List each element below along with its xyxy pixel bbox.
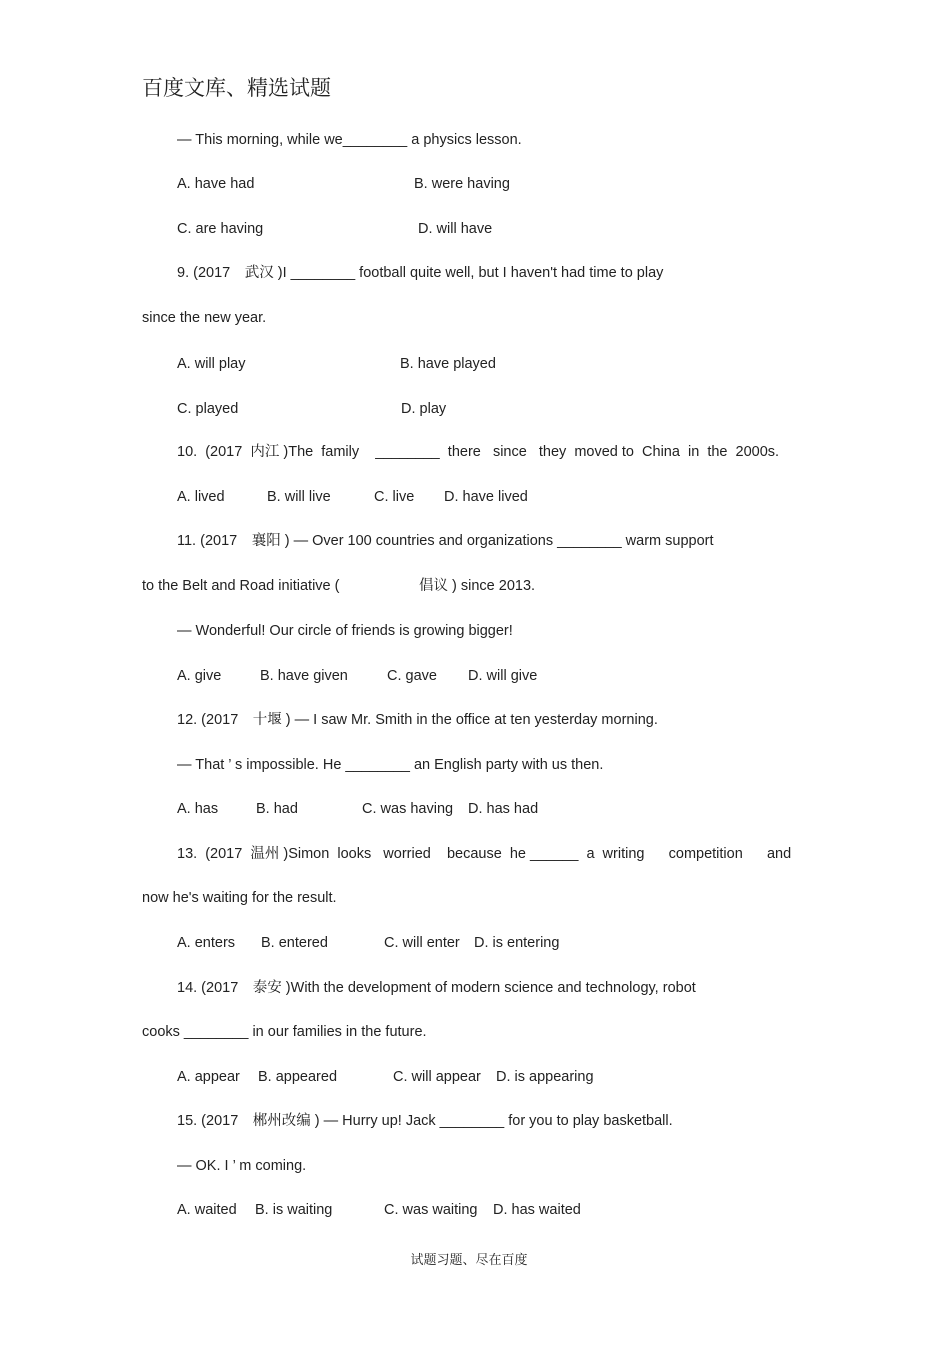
- option-c: C. was having: [362, 801, 454, 817]
- option-d: D. will give: [468, 668, 538, 684]
- option-c: C. live: [374, 489, 415, 505]
- question-14-stem: 14. (2017 泰安 )With the development of modern science and technology, robot: [177, 980, 696, 996]
- question-11-stem-cont-2: 倡议 ) since 2013.: [419, 578, 536, 594]
- option-b: B. have played: [400, 356, 496, 372]
- question-11-stem: 11. (2017 襄阳 ) — Over 100 countries and organizations ________ warm support: [177, 533, 714, 549]
- option-c: C. was waiting: [384, 1202, 478, 1218]
- question-11-stem-cont: to the Belt and Road initiative (: [142, 578, 340, 594]
- question-15-reply: — OK. I ’ m coming.: [177, 1158, 307, 1174]
- option-a: A. lived: [177, 489, 225, 505]
- option-a: A. appear: [177, 1069, 240, 1085]
- question-13-stem-cont: now he's waiting for the result.: [142, 890, 337, 906]
- option-a: A. will play: [177, 356, 246, 372]
- option-b: B. will live: [267, 489, 331, 505]
- option-c: C. gave: [387, 668, 437, 684]
- question-12-stem: 12. (2017 十堰 ) — I saw Mr. Smith in the office at ten yesterday morning.: [177, 712, 658, 728]
- page-header-title: 百度文库、精选试题: [142, 76, 331, 100]
- option-a: A. have had: [177, 176, 255, 192]
- option-b: B. were having: [414, 176, 510, 192]
- option-b: B. have given: [260, 668, 348, 684]
- option-d: D. will have: [418, 221, 493, 237]
- question-8-answer-line: — This morning, while we________ a physics lesson.: [177, 132, 522, 148]
- question-13-stem: 13. (2017 温州 )Simon looks worried because he ______ a writing competition and: [177, 846, 792, 862]
- option-a: A. has: [177, 801, 219, 817]
- question-9-stem: 9. (2017 武汉 )I ________ football quite well, but I haven't had time to play: [177, 265, 664, 281]
- option-d: D. has had: [468, 801, 539, 817]
- option-a: A. enters: [177, 935, 236, 951]
- question-11-reply: — Wonderful! Our circle of friends is growing bigger!: [177, 623, 513, 639]
- question-9-stem-cont: since the new year.: [142, 310, 267, 326]
- option-b: B. is waiting: [255, 1202, 333, 1218]
- option-d: D. have lived: [444, 489, 528, 505]
- option-d: D. has waited: [493, 1202, 581, 1218]
- option-a: A. waited: [177, 1202, 237, 1218]
- option-c: C. will appear: [393, 1069, 481, 1085]
- option-c: C. will enter: [384, 935, 460, 951]
- option-a: A. give: [177, 668, 222, 684]
- option-b: B. appeared: [258, 1069, 338, 1085]
- option-d: D. play: [401, 401, 447, 417]
- option-d: D. is appearing: [496, 1069, 594, 1085]
- question-10-stem: 10. (2017 内江 )The family ________ there since they moved to China in the 2000s.: [177, 444, 780, 460]
- question-15-stem: 15. (2017 郴州改编 ) — Hurry up! Jack ________ for you to play basketball.: [177, 1113, 673, 1129]
- option-b: B. entered: [261, 935, 328, 951]
- option-b: B. had: [256, 801, 298, 817]
- question-12-reply: — That ’ s impossible. He ________ an English party with us then.: [177, 757, 604, 773]
- option-d: D. is entering: [474, 935, 560, 951]
- question-14-stem-cont: cooks ________ in our families in the future.: [142, 1024, 427, 1040]
- option-c: C. played: [177, 401, 239, 417]
- option-c: C. are having: [177, 221, 264, 237]
- page-footer: 试题习题、尽在百度: [410, 1253, 528, 1268]
